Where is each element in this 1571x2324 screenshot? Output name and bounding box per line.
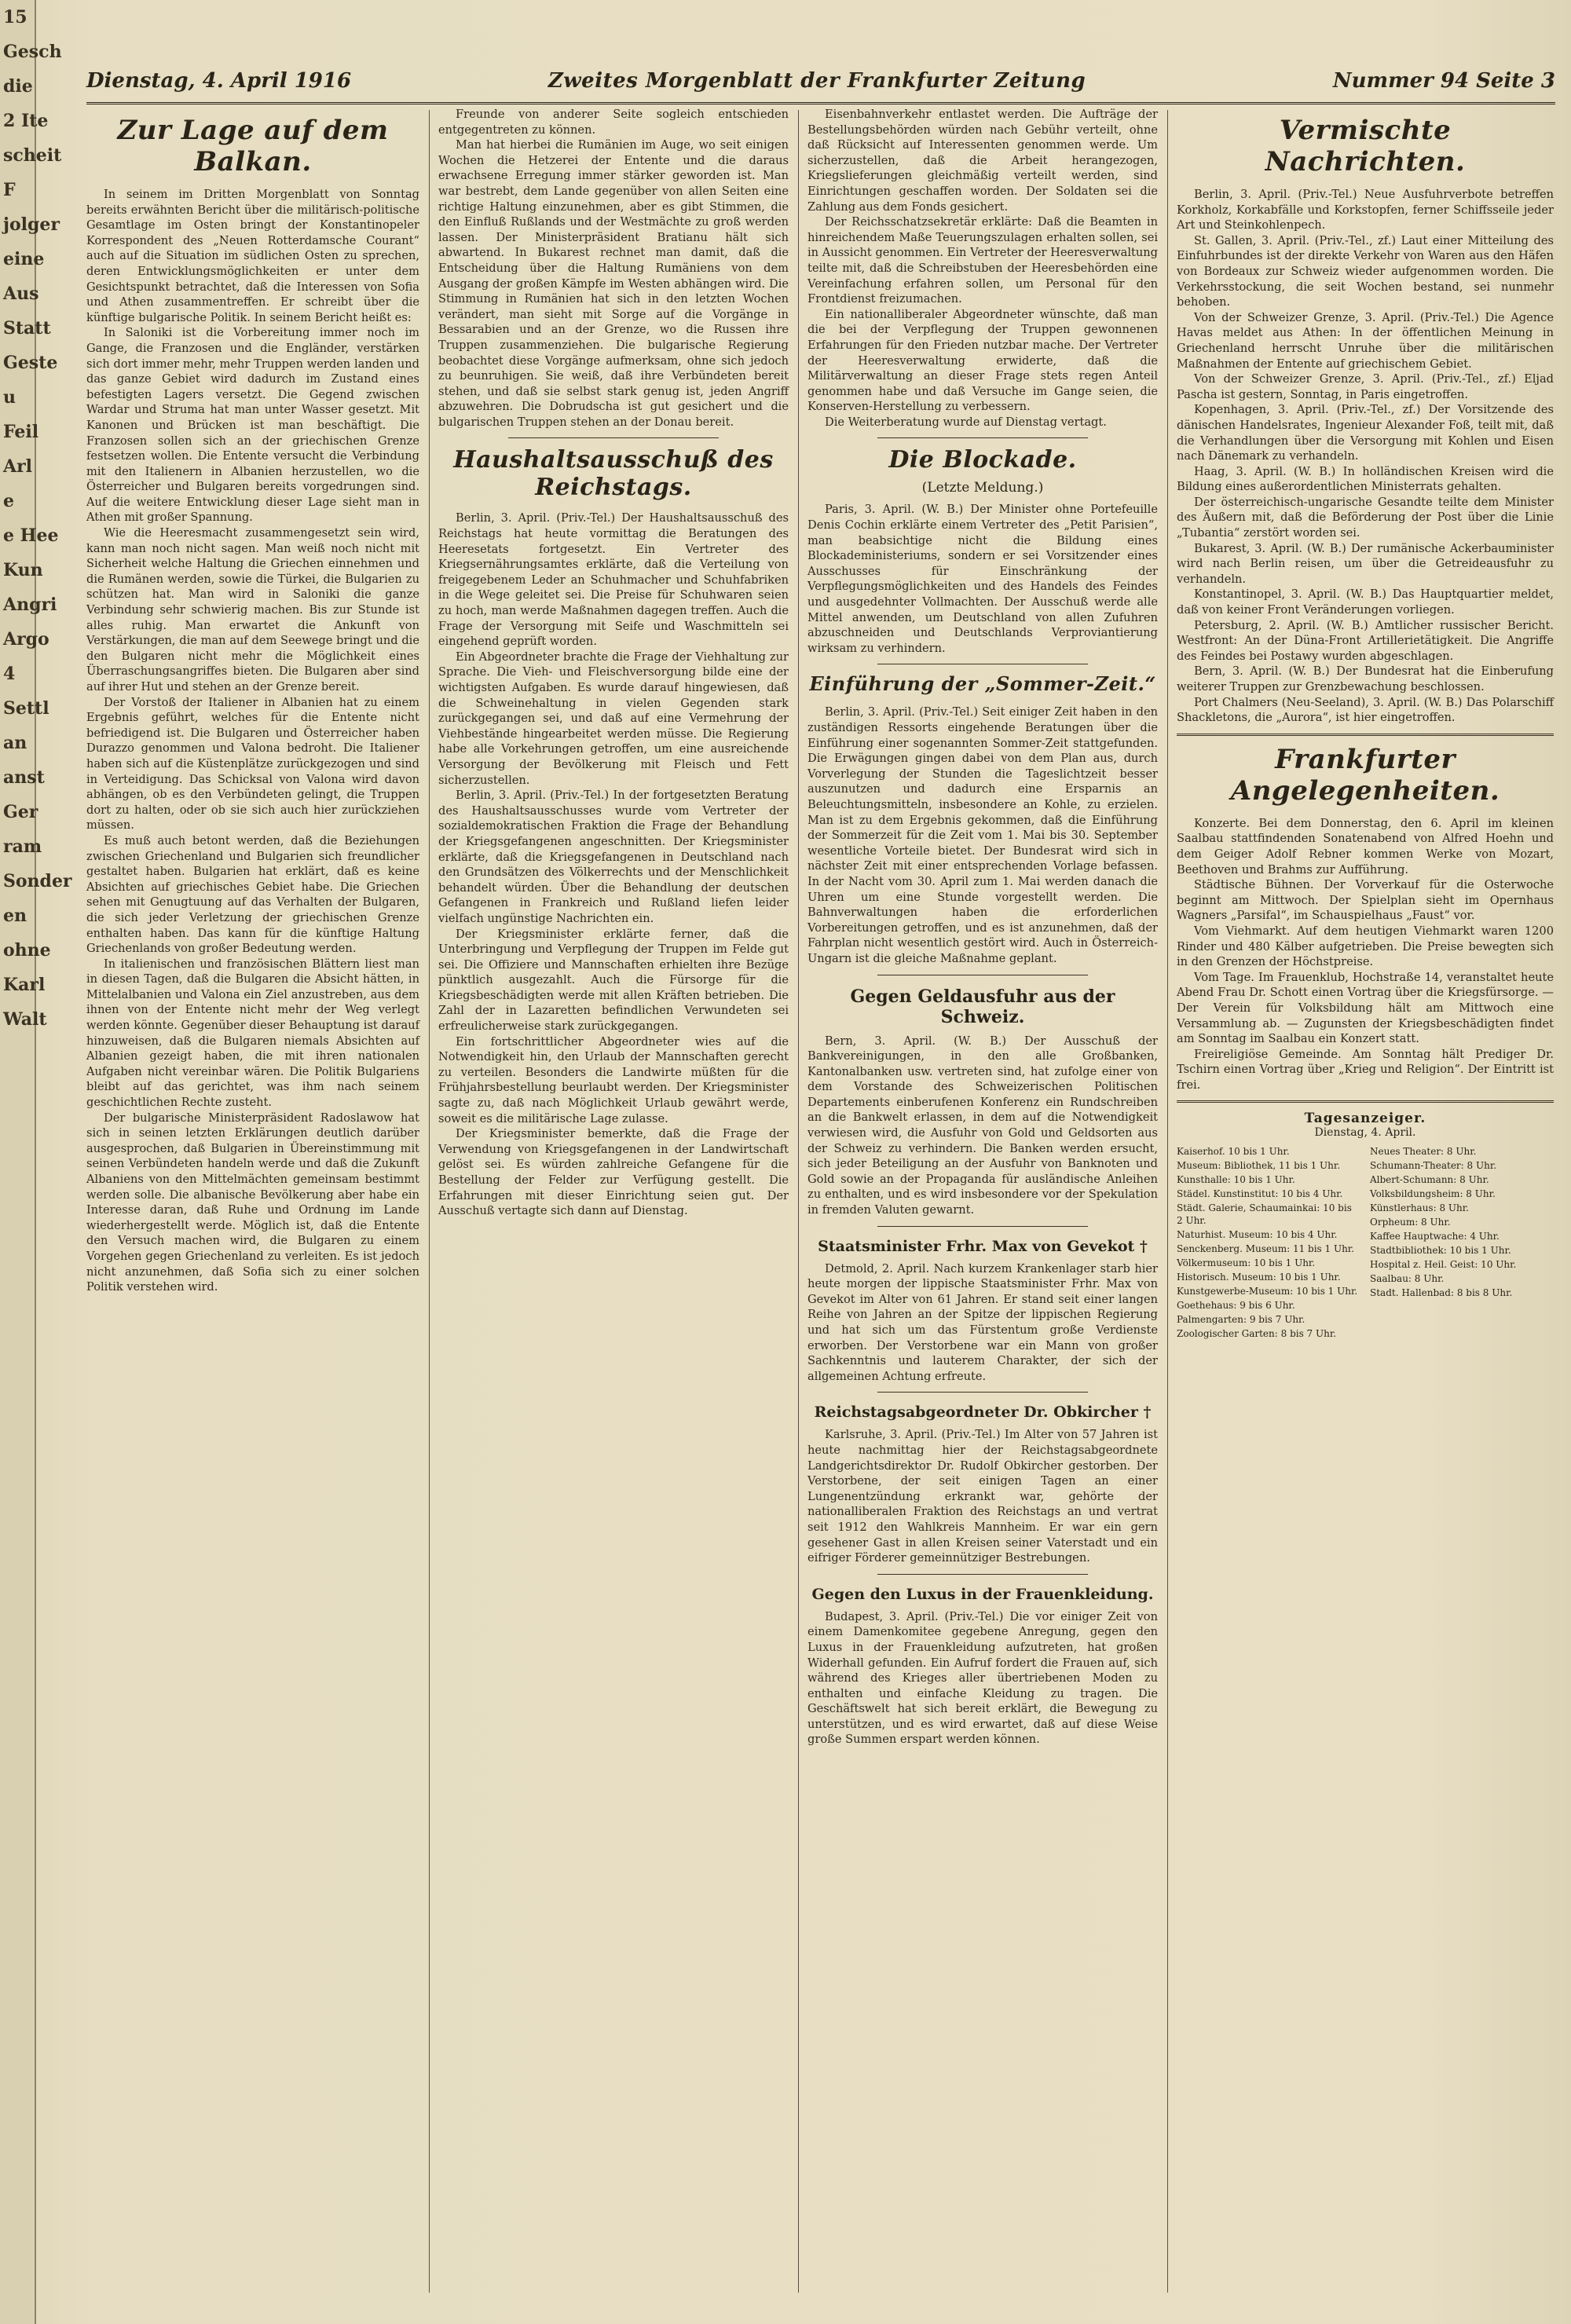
previous-page-fragment: e [3,491,14,511]
article-body: Budapest, 3. April. (Priv.-Tel.) Die vor einiger Zeit von einem Damenkomitee gegebene Anregung, gegen den Luxus in der Frauenkleidung aufzutreten, hat großen Widerhall gefunden. Ein Aufruf fordert die Frauen auf, sich während des Krieges aller übertriebenen Moden zu enthalten und einfache Kleidung zu tragen. Die Geschäftswelt hat sich bereit erklärt, die Bewegung zu unterstützen, und es wird erwartet, daß auf diese Weise große Summen erspart werden können. [807,1609,1158,1747]
previous-page-fragment: Angri [3,595,57,615]
paragraph: Der Kriegsminister bemerkte, daß die Frage der Verwendung von Kriegsgefangenen in der Landwirtschaft gelöst sei. Es würden zahlreiche Gefangene für die Bestellung der Felder zur Verfügung gestellt. Die Erfahrungen mit dieser Einrichtung seien gut. Der Ausschuß vertagte sich dann auf Dienstag. [438,1127,789,1218]
previous-page-fragment: Karl [3,975,46,995]
news-item: St. Gallen, 3. April. (Priv.-Tel., zf.) Laut einer Mitteilung des Einfuhrbundes ist der direkte Verkehr von Waren aus den Häfen von Bordeaux zur Schweiz wieder aufgenommen worden. Die Verkehrsstockung, die seit Wochen bestand, sei nunmehr behoben. [1177,233,1554,309]
previous-page-fragment: 2 Ite [3,111,49,131]
listing-entry: Kunsthalle: 10 bis 1 Uhr. [1177,1174,1295,1186]
paragraph: Ein fortschrittlicher Abgeordneter wies auf die Notwendigkeit hin, den Urlaub der Mannschaften gerecht zu verteilen. Besonders die Landwirte müßten für die Frühjahrsbestellung beurlaubt werden. Der Kriegsminister sagte zu, daß nach Möglichkeit Urlaub gewährt werde, soweit es die militärische Lage zulasse. [438,1034,789,1125]
news-item: Bern, 3. April. (W. B.) Der Bundesrat hat die Einberufung weiterer Truppen zur Grenzbewachung beschlossen. [1177,664,1554,694]
article-headline: Gegen den Luxus in der Frauenkleidung. [811,1585,1154,1603]
news-item: Kopenhagen, 3. April. (Priv.-Tel., zf.) Der Vorsitzende des dänischen Handelsrates, Ingenieur Alexander Foß, teilt mit, daß die Verhandlungen über die Versorgung mit Kohlen und Eisen nach Dänemark zu verhandeln. [1177,403,1554,463]
previous-page-fragment: Gesch [3,42,62,62]
tagesanzeiger-listing [1177,1145,1554,1343]
paragraph: Wie die Heeresmacht zusammengesetzt sein wird, kann man noch nicht sagen. Man weiß noch nicht mit Sicherheit welche Haltung die Griechen einnehmen und die Rumänen werden, sowie die Türkei, die Bulgarien zu schützen hat. Man wird in Saloniki die ganze Verbindung sehr schwierig machen. Bis zur Stunde ist alles ruhig. Man erwartet die Ankunft von Verstärkungen, die man auf dem Seewege bringt und die den Bulgaren nicht mehr die Möglichkeit eines Überraschungsangriffes bieten. Die Bulgaren aber sind auf ihrer Hut und stehen an der Grenze bereit. [86,526,419,694]
article-headline: Gegen Geldausfuhr aus der Schweiz. [850,986,1115,1027]
tagesanzeiger-right-list [1370,1145,1554,1341]
article-headline: Staatsminister Frhr. Max von Gevekot † [818,1237,1148,1255]
listing-entry: Palmengarten: 9 bis 7 Uhr. [1177,1314,1306,1326]
listing-entry: Volksbildungsheim: 8 Uhr. [1370,1188,1496,1200]
separator [508,437,719,438]
listing-entry: Kunstgewerbe-Museum: 10 bis 1 Uhr. [1177,1286,1358,1297]
previous-page-fragment: ohne [3,940,51,961]
paragraph: Freunde von anderer Seite sogleich entschieden entgegentreten zu können. [438,108,789,137]
previous-page-fragment: jolger [3,214,60,235]
article-subheadline: (Letzte Meldung.) [921,480,1044,496]
column-3 [807,107,1158,2293]
tagesanzeiger-left-list [1177,1145,1360,1341]
previous-page-fragment: e Hee [3,525,59,546]
local-news-item: Freireligiöse Gemeinde. Am Sonntag hält Prediger Dr. Tschirn einen Vortrag über „Krieg und Religion“. Der Eintritt ist frei. [1177,1047,1554,1092]
local-news-item: Vom Tage. Im Frauenklub, Hochstraße 14, veranstaltet heute Abend Frau Dr. Schott einen Vortrag über die Kriegsfürsorge. — Der Verein für Volksbildung hält am Mittwoch eine Versammlung ab. — Zugunsten der Kriegsbeschädigten findet am Sonntag im Saalbau ein Konzert statt. [1177,970,1554,1046]
masthead [86,66,1555,104]
masthead-date: Dienstag, 4. April 1916 [86,69,352,93]
listing-entry: Städt. Galerie, Schaumainkai: 10 bis 2 Uhr. [1177,1202,1352,1227]
article-body: Berlin, 3. April. (Priv.-Tel.) Seit einiger Zeit haben in den zuständigen Ressorts eingehende Beratungen über die Einführung einer sogenannten Sommer-Zeit stattgefunden. Die Erwägungen gingen dabei von dem Plan aus, durch Vorverlegung der Stunden die Tageslichtzeit besser auszunutzen und dadurch eine Ersparnis an Beleuchtungsmitteln, insbesondere an Kohle, zu erzielen. Man ist zu dem Ergebnis gekommen, daß die Einführung der Sommerzeit für die Zeit vom 1. Mai bis 30. September wesentliche Vorteile bietet. Der Bundesrat wird sich in nächster Zeit mit einer entsprechenden Vorlage befassen. In der Nacht vom 30. April zum 1. Mai werden danach die Uhren um eine Stunde vorgestellt werden. Die Bahnverwaltungen haben die erforderlichen Vorbereitungen getroffen, und es ist anzunehmen, daß der Fahrplan nicht wesentlich gestört wird. Auch in Österreich-Ungarn ist die gleiche Maßnahme geplant. [807,705,1158,965]
previous-page-fragment: Walt [3,1009,47,1030]
local-news-item: Städtische Bühnen. Der Vorverkauf für die Osterwoche beginnt am Mittwoch. Der Spielplan sieht im Opernhaus Wagners „Parsifal“, im Schauspielhaus „Faust“ vor. [1177,878,1554,923]
paragraph: Der Kriegsminister erklärte ferner, daß die Unterbringung und Verpflegung der Truppen im Felde gut sei. Die Offiziere und Mannschaften erhielten ihre Bezüge pünktlich ausgezahlt. Auch die Fürsorge für die Kriegsbeschädigten werde mit allen Kräften betrieben. Die Zahl der in Lazaretten befindlichen Verwundeten sei erfreulicherweise stark zurückgegangen. [438,927,789,1034]
article-headline: Einführung der „Sommer-Zeit.“ [809,672,1156,696]
previous-page-fragment: Feil [3,422,39,442]
column-rule [429,110,430,2293]
paragraph: Der Vorstoß der Italiener in Albanien hat zu einem Ergebnis geführt, welches für die Entente nicht befriedigend ist. Die Bulgaren und Österreicher haben Durazzo genommen und Valona bedroht. Die Italiener haben sich auf die Küstenplätze zurückgezogen und sind in Verteidigung. Das Schicksal von Valona wird davon abhängen, ob es den Verbündeten gelingt, die Truppen dort zu halten, oder ob sie sich auch hier zurückziehen müssen. [86,695,419,833]
article-body-continued [438,107,789,430]
paragraph: Berlin, 3. April. (Priv.-Tel.) Der Haushaltsausschuß des Reichstags hat heute vormittag die Beratungen des Heeresetats fortgesetzt. Ein Vertreter des Kriegsernährungsamtes erklärte, daß die Verteilung von freigegebenem Leder an Schuhmacher und Schuhfabriken in die Wege geleitet sei. Die Preise für Schuhwaren seien zu hoch, man werde Maßnahmen dagegen treffen. Auch die Frage der Versorgung mit Seife und Waschmitteln sei eingehend geprüft worden. [438,511,789,649]
local-news [1177,816,1554,1093]
article-headline: Zur Lage auf dem Balkan. [117,115,389,178]
masthead-page-number: Nummer 94 Seite 3 [1332,69,1555,93]
previous-page-fragment: Statt [3,318,51,339]
paragraph: Der Reichsschatzsekretär erklärte: Daß die Beamten in hinreichendem Maße Teuerungszulagen erhalten sollen, sei in Aussicht genommen. Ein Vertreter der Heeresverwaltung teilte mit, daß die Schreibstuben der Heeresbehörden eine Vereinfachung erfahren sollen, um Personal für den Frontdienst freizumachen. [807,215,1158,306]
separator [877,1574,1088,1575]
previous-page-fragment: en [3,906,27,926]
paragraph: In seinem im Dritten Morgenblatt von Sonntag bereits erwähnten Bericht über die militärisch-politische Gesamtlage im Osten bringt der Konstantinopeler Korrespondent des „Neuen Rotterdamsche Courant“ auch auf die Situation im südlichen Osten zu sprechen, deren Entwicklungsmöglichkeiten er unter dem Gesichtspunkt betrachtet, daß die Interessen von Sofia und Athen zusammentreffen. Er schreibt über die künftige bulgarische Politik. In seinem Bericht heißt es: [86,188,419,324]
listing-entry: Kaffee Hauptwache: 4 Uhr. [1370,1231,1500,1243]
section-headline: Frankfurter Angelegenheiten. [1230,743,1500,807]
listing-entry: Senckenberg. Museum: 11 bis 1 Uhr. [1177,1243,1355,1255]
paragraph: Berlin, 3. April. (Priv.-Tel.) In der fortgesetzten Beratung des Haushaltsausschusses wurde vom Vertreter der sozialdemokratischen Fraktion die Frage der Behandlung der Kriegsgefangenen angeschnitten. Der Kriegsminister erklärte, daß die Kriegsgefangenen in Deutschland nach den Grundsätzen des Völkerrechts und der Menschlichkeit behandelt würden. Über die Behandlung der deutschen Gefangenen in Frankreich und Rußland liefen leider vielfach ungünstige Nachrichten ein. [438,789,789,925]
previous-page-fragment: 15 [3,7,27,27]
listing-entry: Albert-Schumann: 8 Uhr. [1370,1174,1489,1186]
listing-entry: Museum: Bibliothek, 11 bis 1 Uhr. [1177,1160,1341,1172]
listing-entry: Hospital z. Heil. Geist: 10 Uhr. [1370,1259,1517,1271]
tagesanzeiger-date: Dienstag, 4. April. [1314,1126,1416,1140]
listing-entry: Städel. Kunstinstitut: 10 bis 4 Uhr. [1177,1188,1343,1200]
paragraph: Der bulgarische Ministerpräsident Radoslawow hat sich in seinen letzten Erklärungen deutlich darüber ausgesprochen, daß Bulgarien in Übereinstimmung mit seinen Verbündeten handeln werde und daß die Zukunft Albaniens von den Mittelmächten gemeinsam bestimmt werden solle. Die albanische Bevölkerung aber habe ein Interesse daran, daß Ruhe und Ordnung im Lande wiederhergestellt werde. Möglich ist, daß die Entente den Versuch machen wird, die Bulgaren zu einem Vorgehen gegen Griechenland zu verleiten. Es ist jedoch nicht anzunehmen, daß Sofia sich zu einer solchen Politik verstehen wird. [86,1111,419,1294]
paragraph: Ein Abgeordneter brachte die Frage der Viehhaltung zur Sprache. Die Vieh- und Fleischversorgung bilde eine der wichtigsten Aufgaben. Es wurde darauf hingewiesen, daß die Schweinehaltung in vielen Gegenden stark zurückgegangen sei, und daß auf eine Vermehrung der Viehbestände hingearbeitet werden müsse. Die Regierung habe alle Vorkehrungen getroffen, um eine ausreichende Versorgung der Bevölkerung mit Fleisch und Fett sicherzustellen. [438,650,789,787]
previous-page-fragment: u [3,387,16,408]
column-4 [1177,107,1554,2293]
listing-entry: Stadtbibliothek: 10 bis 1 Uhr. [1370,1245,1511,1257]
section-headline: Vermischte Nachrichten. [1265,115,1466,178]
previous-page-fragment: scheit [3,145,62,166]
previous-page-fragment: ram [3,836,42,857]
news-items [1177,187,1554,726]
paragraph: Es muß auch betont werden, daß die Beziehungen zwischen Griechenland und Bulgarien sich freundlicher gestaltet haben. Bulgarien hat erklärt, daß es keine Absichten auf griechisches Gebiet habe. Die Griechen sehen mit Genugtuung auf das Verhalten der Bulgaren, die sich jeder Verletzung der griechischen Grenze enthalten haben. Das kann für die künftige Haltung Griechenlands von großer Bedeutung werden. [86,833,419,956]
article-body-continued [807,107,1158,430]
previous-page-fragment: Sonder [3,871,72,891]
article-body [86,187,419,1295]
news-item: Port Chalmers (Neu-Seeland), 3. April. (W. B.) Das Polarschiff Shackletons, die „Aurora“, ist hier eingetroffen. [1177,695,1554,725]
news-item: Bukarest, 3. April. (W. B.) Der rumänische Ackerbauminister wird nach Berlin reisen, um über die Getreideausfuhr zu verhandeln. [1177,541,1554,586]
masthead-title: Zweites Morgenblatt der Frankfurter Zeitung [547,69,1086,93]
news-item: Der österreichisch-ungarische Gesandte teilte dem Minister des Äußern mit, daß die Beförderung der Post über die Linie „Tubantia“ zerstört worden sei. [1177,495,1554,540]
column-2 [438,107,789,2293]
paragraph: In italienischen und französischen Blättern liest man in diesen Tagen, daß die Bulgaren die Absicht hätten, in Mittelalbanien und Valona ein Ziel anzustreben, aus dem ihnen von der Entente nicht mehr der Weg verlegt werden könnte. Gegenüber dieser Behauptung ist darauf hinzuweisen, daß die Bulgaren niemals Absichten auf Albanien gezeigt haben, die mit ihren nationalen Aufgaben nicht vereinbar wären. Die Politik Bulgariens bleibt auf das gerichtet, was ihm nach seinem geschichtlichen Rechte zusteht. [86,957,419,1110]
paragraph: Ein nationalliberaler Abgeordneter wünschte, daß man die bei der Verpflegung der Truppen gewonnenen Erfahrungen für den Frieden nutzbar mache. Der Vertreter der Heeresverwaltung erwiderte, daß die Militärverwaltung an dieser Frage stets regen Anteil genommen habe und daß Versuche im Gange seien, die Konserven-Herstellung zu verbessern. [807,307,1158,414]
article-headline: Haushaltsausschuß des Reichstags. [453,446,774,502]
separator [877,437,1088,438]
listing-entry: Naturhist. Museum: 10 bis 4 Uhr. [1177,1229,1338,1241]
listing-entry: Völkermuseum: 10 bis 1 Uhr. [1177,1257,1316,1269]
local-news-item: Konzerte. Bei dem Donnerstag, den 6. April im kleinen Saalbau stattfindenden Sonatenabend von Alfred Hoehn und dem Geiger Adolf Rebner kommen Werke von Mozart, Beethoven und Brahms zur Aufführung. [1177,816,1554,877]
separator [1177,1100,1554,1103]
separator [877,1226,1088,1227]
previous-page-fragment: die [3,76,33,97]
article-body: Karlsruhe, 3. April. (Priv.-Tel.) Im Alter von 57 Jahren ist heute nachmittag hier der Reichstagsabgeordnete Landgerichtsdirektor Dr. Rudolf Obkircher gestorben. Der Verstorbene, der seit einigen Tagen an einer Lungenentzündung erkrankt war, gehörte der nationalliberalen Fraktion des Reichstags an und vertrat seit 1912 den Wahlkreis Mannheim. Er war ein gern gesehener Gast in allen Kreisen seiner Vaterstadt und ein eifriger Förderer gemeinnütziger Bestrebungen. [807,1428,1158,1565]
listing-entry: Orpheum: 8 Uhr. [1370,1217,1451,1228]
listing-entry: Goethehaus: 9 bis 6 Uhr. [1177,1300,1295,1312]
listing-entry: Stadt. Hallenbad: 8 bis 8 Uhr. [1370,1287,1513,1299]
column-1 [86,107,419,2293]
article-headline: Reichstagsabgeordneter Dr. Obkircher † [814,1404,1152,1422]
separator [1177,734,1554,736]
news-item: Konstantinopel, 3. April. (W. B.) Das Hauptquartier meldet, daß von keiner Front Veränderungen vorliegen. [1177,587,1554,617]
article-body [438,511,789,1218]
previous-page-fragment: Ger [3,802,38,822]
previous-page-edge [0,0,72,2324]
listing-entry: Zoologischer Garten: 8 bis 7 Uhr. [1177,1328,1337,1340]
local-news-item: Vom Viehmarkt. Auf dem heutigen Viehmarkt waren 1200 Rinder und 480 Kälber aufgetrieben. Die Preise bewegten sich in den Grenzen der Höchstpreise. [1177,924,1554,969]
listing-entry: Kaiserhof. 10 bis 1 Uhr. [1177,1146,1290,1158]
article-body: Bern, 3. April. (W. B.) Der Ausschuß der Bankvereinigungen, in den alle Großbanken, Kantonalbanken usw. vertreten sind, hat zufolge einer von dem Vorstande des Schweizerischen Politischen Departements einberufenen Konferenz ein Rundschreiben an die Bankwelt erlassen, in dem auf die Notwendigkeit verwiesen wird, die Ausfuhr von Gold und Geldsorten aus der Schweiz zu verhindern. Die Banken werden ersucht, sich jeder Beteiligung an der Ausfuhr von Banknoten und Gold sowie an der Propaganda für ausländische Anleihen zu enthalten, und es wird insbesondere vor der Spekulation in fremden Valuten gewarnt. [807,1034,1158,1217]
previous-page-fragment: anst [3,767,45,788]
listing-entry: Schumann-Theater: 8 Uhr. [1370,1160,1497,1172]
news-item: Haag, 3. April. (W. B.) In holländischen Kreisen wird die Bildung eines außerordentlichen Ministerrats gehalten. [1177,464,1554,494]
previous-page-fragment: eine [3,249,45,269]
news-item: Von der Schweizer Grenze, 3. April. (Priv.-Tel.) Die Agence Havas meldet aus Athen: In der öffentlichen Meinung in Griechenland herrscht Unruhe über die militärischen Maßnahmen der Entente auf griechischem Gebiet. [1177,310,1554,371]
previous-page-fragment: Aus [3,284,39,304]
listing-entry: Saalbau: 8 Uhr. [1370,1273,1445,1285]
previous-page-fragment: an [3,733,27,753]
tagesanzeiger-title: Tagesanzeiger. [1304,1111,1426,1127]
article-body: Detmold, 2. April. Nach kurzem Krankenlager starb hier heute morgen der lippische Staatsminister Frhr. Max von Gevekot im Alter von 61 Jahren. Er stand seit einer langen Reihe von Jahren an der Spitze der lippischen Regierung und hat sich um das Fürstentum große Verdienste erworben. Der Verstorbene war ein Mann von großer Sachkenntnis und lauterem Charakter, der sich der allgemeinen Achtung erfreute. [807,1261,1158,1383]
previous-page-fragment: F [3,180,16,200]
column-rule [1167,110,1168,2293]
previous-page-fragment: Kun [3,560,43,580]
previous-page-fragment: Arl [3,456,33,477]
news-item: Berlin, 3. April. (Priv.-Tel.) Neue Ausfuhrverbote betreffen Korkholz, Korkabfälle und Korkstopfen, ferner Schiffsseile jeder Art und Steinkohlenpech. [1177,188,1554,232]
paragraph: Man hat hierbei die Rumänien im Auge, wo seit einigen Wochen die Hetzerei der Entente und die daraus erwachsene Erregung immer stärker geworden ist. Man war bestrebt, dem Lande gegenüber von allen Seiten eine richtige Haltung einzunehmen, aber es gibt Stimmen, die den Einfluß Rußlands und der Westmächte zu groß werden lassen. Der Ministerpräsident Bratianu hält sich abwartend. In Bukarest rechnet man damit, daß die Entscheidung über die Haltung Rumäniens von dem Ausgang der großen Kämpfe im Westen abhängen wird. Die Stimmung in Rumänien hat sich in den letzten Wochen verändert, man sieht mit Sorge auf die Vorgänge in Bessarabien und an der Grenze, wo die Russen ihre Truppen zusammenziehen. Die bulgarische Regierung beobachtet diese Vorgänge aufmerksam, ohne sich jedoch zu beunruhigen. Sie weiß, daß ihre Verbündeten bereit stehen, und daß sie selbst stark genug ist, jeden Angriff abzuwehren. Die Dobrudscha ist gut gesichert und die bulgarischen Truppen stehen an der Donau bereit. [438,138,789,429]
listing-entry: Neues Theater: 8 Uhr. [1370,1146,1477,1158]
article-body: Paris, 3. April. (W. B.) Der Minister ohne Portefeuille Denis Cochin erklärte einem Vertreter des „Petit Parisien“, man beabsichtige nicht die Bildung eines Blockadeministeriums, sondern er sei Vorsitzender eines Ausschusses für Einschränkung der Verpflegungsmöglichkeiten und des Handels des Feindes und ausgedehnter Vollmachten. Der Ausschuß werde alle Mittel anwenden, um Deutschland von allen Zufuhren abzuschneiden und Deutschlands Verproviantierung wirksam zu verhindern. [807,503,1158,655]
listing-entry: Historisch. Museum: 10 bis 1 Uhr. [1177,1272,1341,1283]
previous-page-fragment: Argo [3,629,49,650]
article-headline: Die Blockade. [888,446,1077,474]
paragraph: In Saloniki ist die Vorbereitung immer noch im Gange, die Franzosen und die Engländer, verstärken sich dort immer mehr, mehr Truppen werden landen und das ganze Gebiet wird dadurch im Zustand eines befestigten Lagers versetzt. Die Gegend zwischen Wardar und Struma hat man unter Wasser gesetzt. Mit Kanonen und Brücken ist man beschäftigt. Die Franzosen sollen sich an der griechischen Grenze festsetzen wollen. Die Entente versucht die Verbindung mit den Italienern in Albanien herzustellen, wo die Österreicher und Bulgaren bereits vorgedrungen sind. Auf die weitere Entwicklung dieser Lage sieht man in Athen mit großer Spannung. [86,326,419,525]
previous-page-fragment: Settl [3,698,49,719]
listing-entry: Künstlerhaus: 8 Uhr. [1370,1202,1469,1214]
paragraph: Die Weiterberatung wurde auf Dienstag vertagt. [825,415,1107,429]
separator [877,1392,1088,1393]
paragraph: Eisenbahnverkehr entlastet werden. Die Aufträge der Bestellungsbehörden würden nach Gebühr verteilt, ohne daß Rücksicht auf Interessenten genommen werde. Um sicherzustellen, daß die Arbeit herangezogen, Kriegslieferungen gleichmäßig verteilt werden, sind Einrichtungen geschaffen worden. Der Soldaten sei die Zahlung aus dem Fonds gesichert. [807,108,1158,214]
column-rule [798,110,799,2293]
previous-page-fragment: 4 [3,664,16,684]
news-item: Von der Schweizer Grenze, 3. April. (Priv.-Tel., zf.) Eljad Pascha ist gestern, Sonntag, in Paris eingetroffen. [1177,372,1554,401]
previous-page-fragment: Geste [3,353,58,373]
news-item: Petersburg, 2. April. (W. B.) Amtlicher russischer Bericht. Westfront: An der Düna-Front Artillerietätigkeit. Die Angriffe des Feindes bei Postawy wurden abgeschlagen. [1177,618,1554,663]
